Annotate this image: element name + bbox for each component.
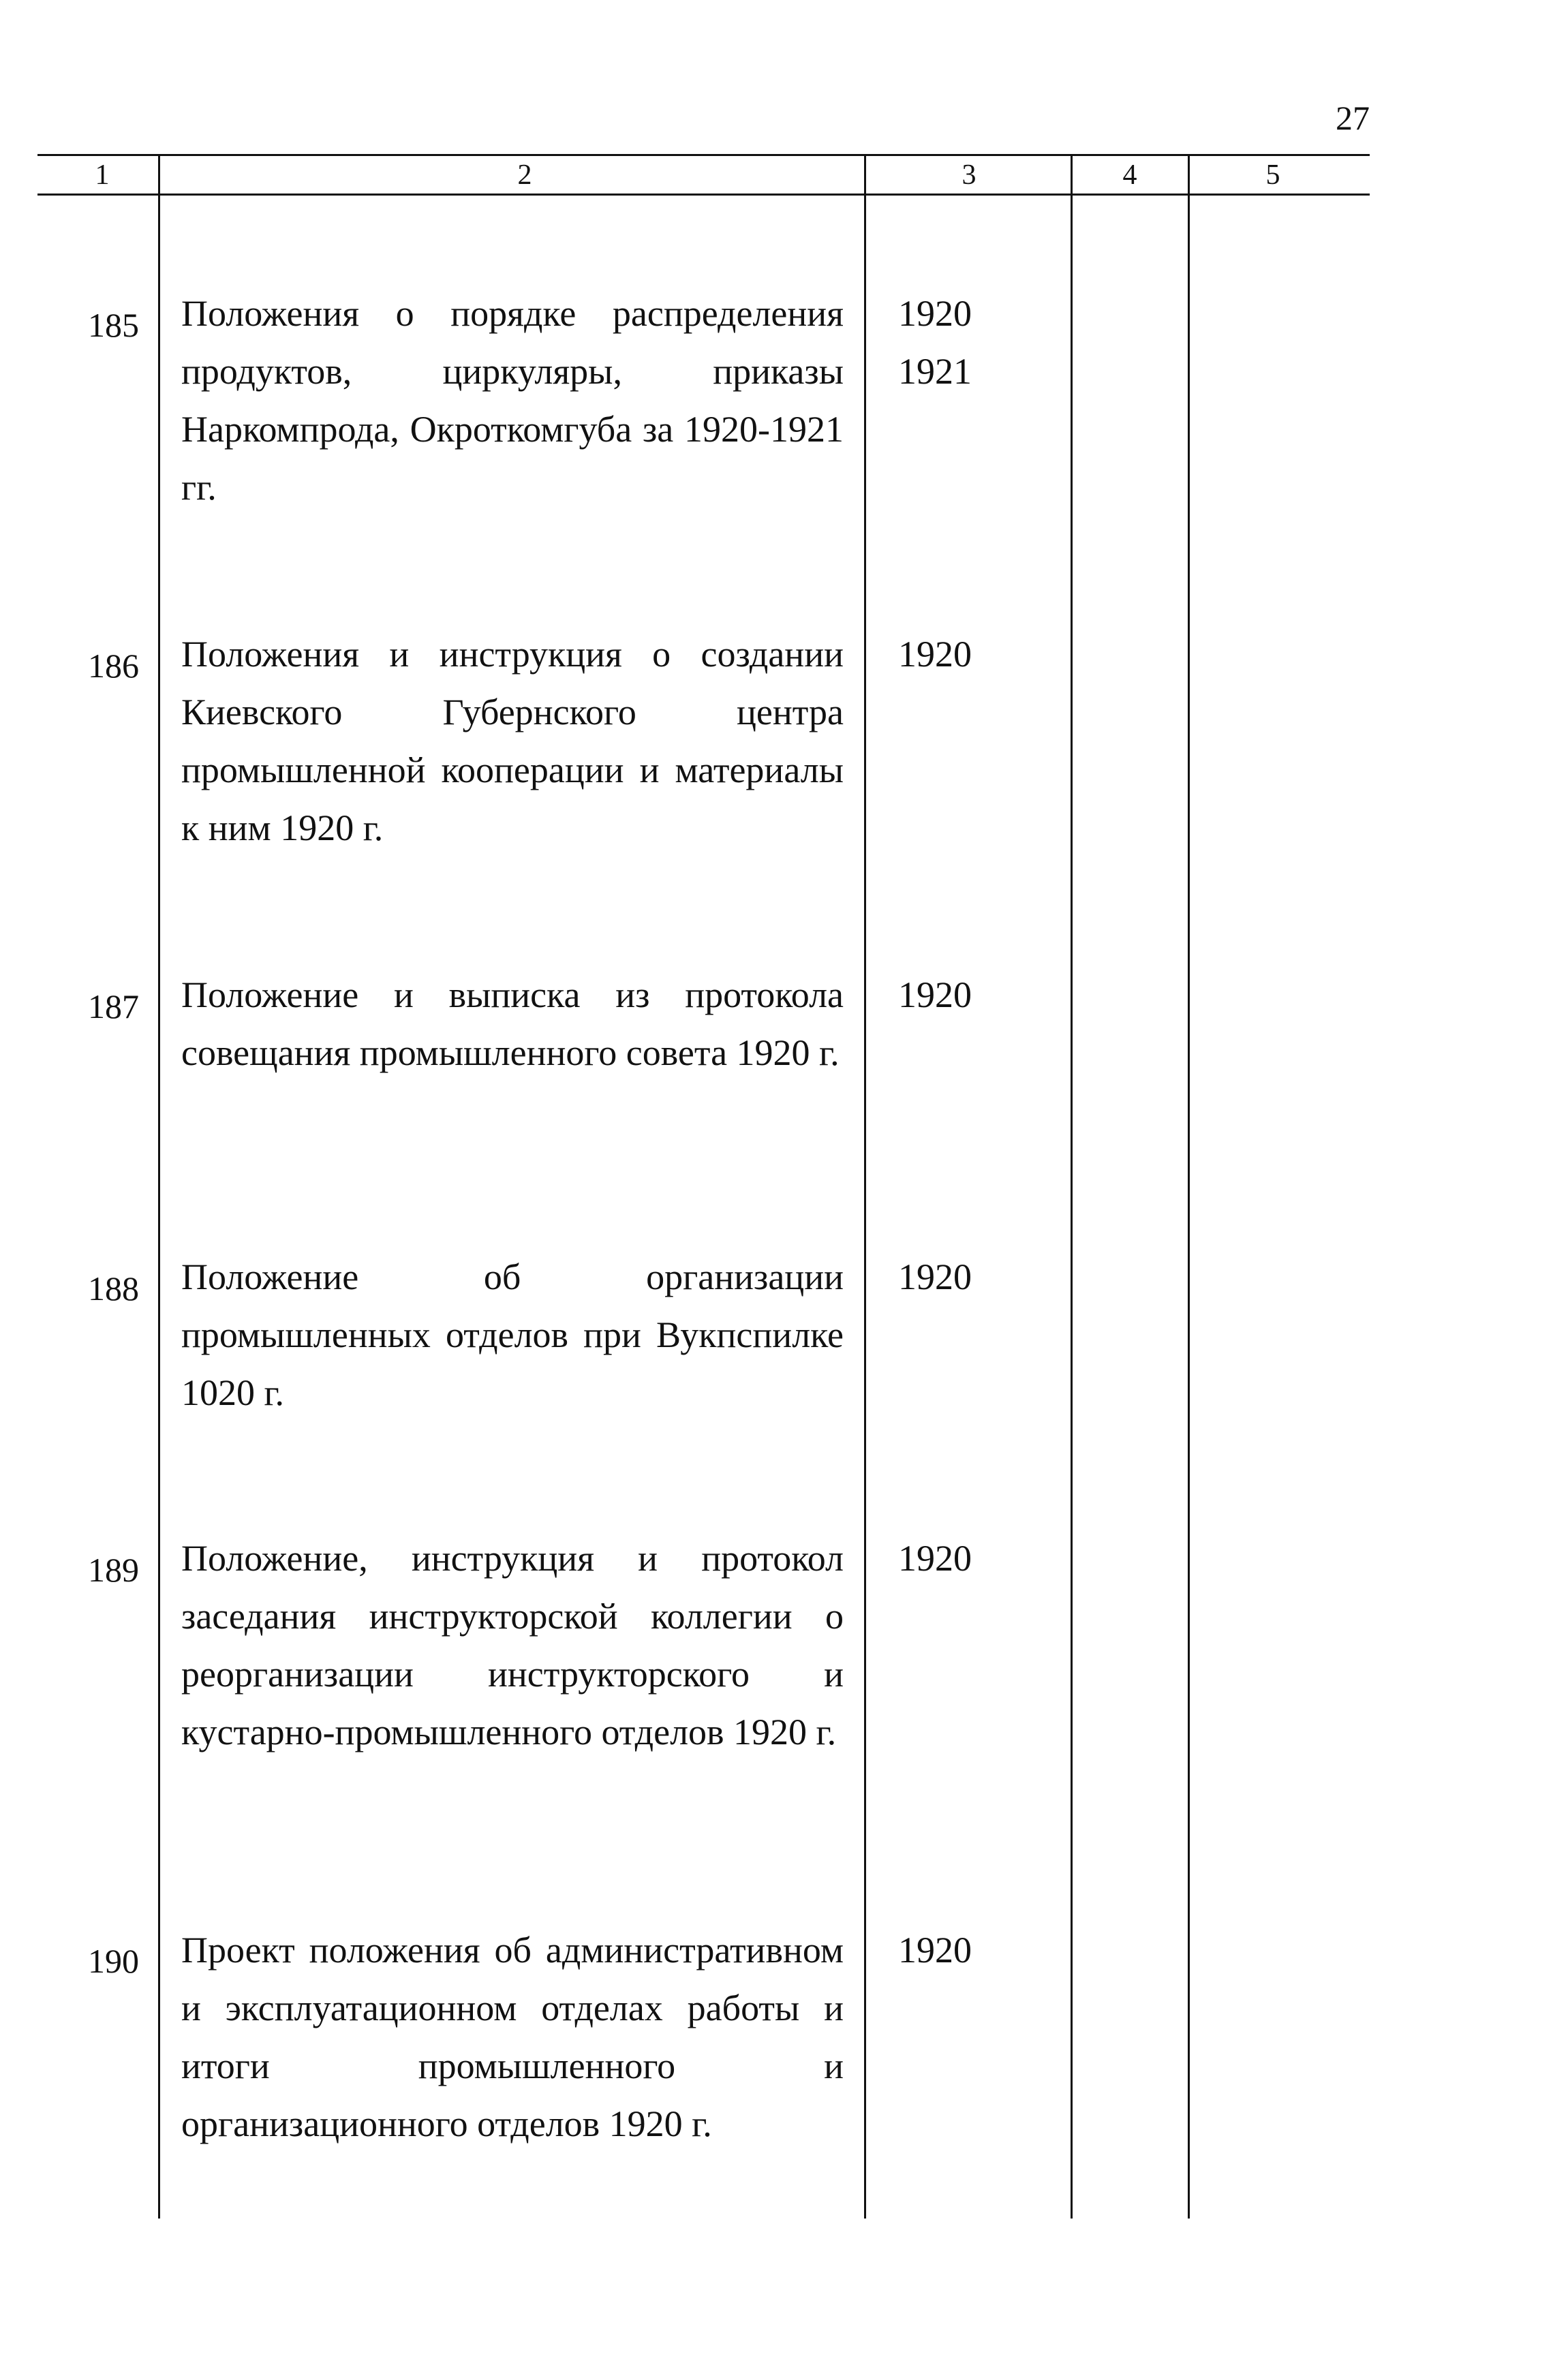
row-years [898, 625, 1007, 683]
row-number: 189 [88, 1551, 139, 1589]
row-year: 1920 [898, 1256, 972, 1297]
row-years [898, 966, 1007, 1024]
row-number: 187 [88, 987, 139, 1025]
page-number: 27 [1336, 99, 1370, 137]
row-number: 186 [88, 647, 139, 685]
row-years [898, 1530, 1007, 1588]
row-description: Положение и выписка из протокола совещания промышленного совета 1920 г. [181, 974, 844, 1073]
row-description: Положения и инструкция о создании Киевского Губернского центра промышленной кооперации и материалы к ним 1920 г. [181, 634, 844, 848]
row-number: 185 [88, 306, 139, 344]
column-divider-2 [864, 154, 866, 2219]
row-years [898, 1248, 1007, 1306]
column-header-4: 4 [1122, 159, 1137, 191]
row-year: 1920 [898, 1538, 972, 1579]
column-divider-1 [158, 154, 160, 2219]
column-header-2: 2 [517, 159, 532, 191]
row-description: Положение, инструкция и протокол заседания инструкторской коллегии о реорганизации инструкторского и кустарно-промышленного отделов 1920 г. [181, 1538, 844, 1752]
row-description: Проект положения об административном и эксплуатационном отделах работы и итоги промышленного и организационного отделов 1920 г. [181, 1930, 844, 2144]
row-years [898, 1921, 1007, 1979]
column-divider-4 [1188, 154, 1190, 2219]
column-header-3: 3 [962, 159, 977, 191]
row-year: 1921 [898, 351, 972, 392]
row-description: Положение об организации промышленных отделов при Вукпспилке 1020 г. [181, 1256, 844, 1413]
table-top-rule [37, 154, 1370, 156]
row-description: Положения о порядке распределения продуктов, циркуляры, приказы Наркомпрода, Окроткомгуба за 1920-1921 гг. [181, 293, 844, 508]
row-year: 1920 [898, 974, 972, 1015]
row-year: 1920 [898, 634, 972, 675]
column-divider-3 [1071, 154, 1073, 2219]
column-header-1: 1 [95, 159, 110, 191]
column-header-5: 5 [1265, 159, 1280, 191]
row-years [898, 285, 1007, 401]
row-number: 188 [88, 1269, 139, 1308]
row-number: 190 [88, 1942, 139, 1980]
row-year: 1920 [898, 1930, 972, 1971]
table-header-rule [37, 194, 1370, 196]
row-year: 1920 [898, 293, 972, 334]
